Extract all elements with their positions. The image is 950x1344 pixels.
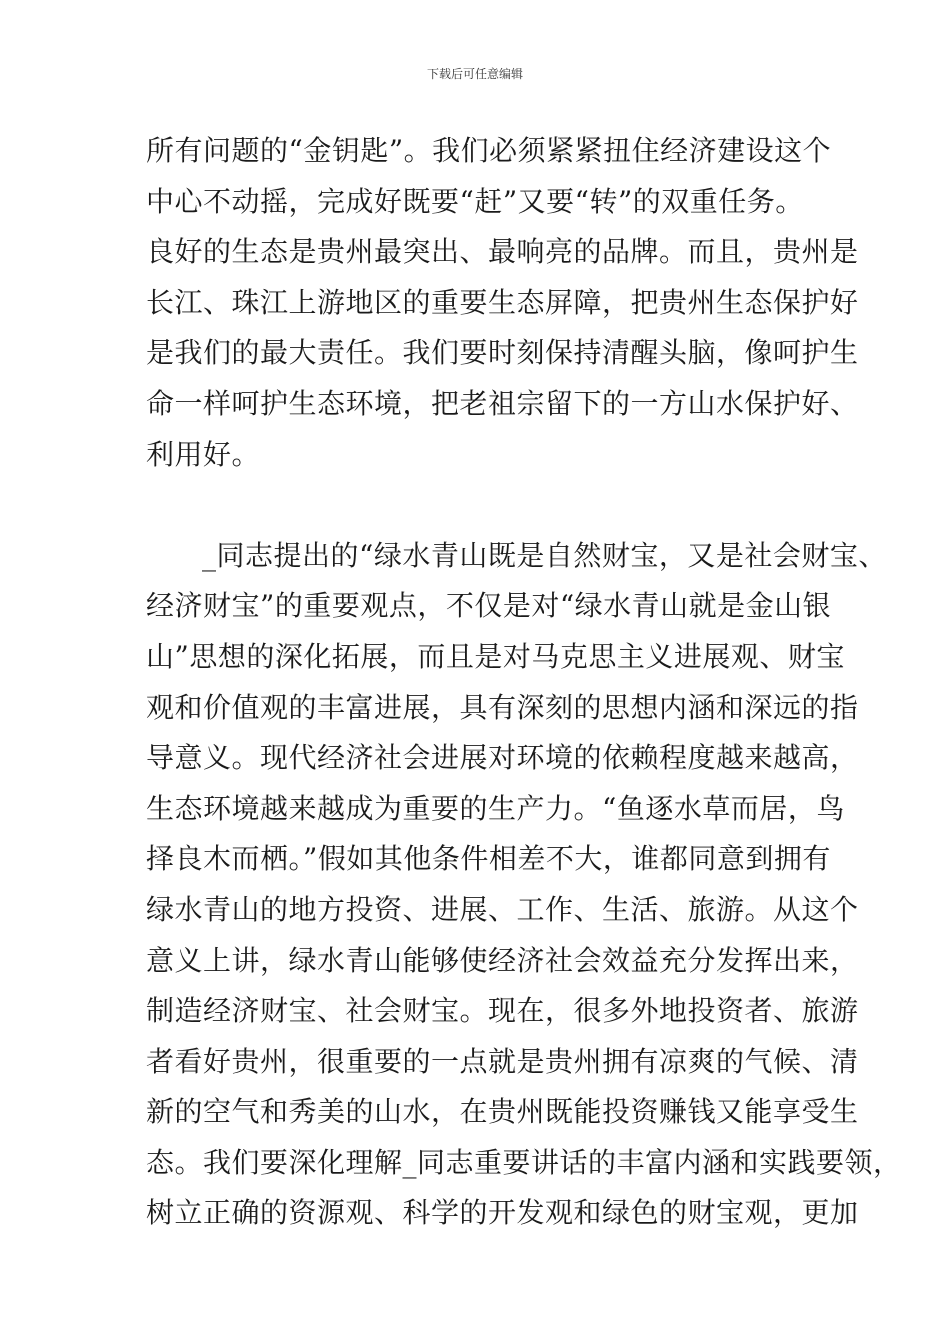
paragraph-line: _同志提出的“绿水青山既是自然财宝，又是社会财宝、: [202, 538, 887, 572]
paragraph-line: 导意义。现代经济社会进展对环境的依赖程度越来越高，: [146, 741, 859, 775]
document-body: [146, 126, 902, 1239]
paragraph-line: 长江、珠江上游地区的重要生态屏障，把贵州生态保护好: [146, 285, 859, 319]
paragraph-line: 树立正确的资源观、科学的开发观和绿色的财宝观，更加: [146, 1196, 859, 1230]
paragraph-line: 择良木而栖。”假如其他条件相差不大，谁都同意到拥有: [146, 842, 831, 876]
paragraph-line: 制造经济财宝、社会财宝。现在，很多外地投资者、旅游: [146, 994, 859, 1028]
paragraph-line: 绿水青山的地方投资、进展、工作、生活、旅游。从这个: [146, 892, 859, 926]
paragraph-line: 观和价值观的丰富进展，具有深刻的思想内涵和深远的指: [146, 690, 859, 724]
paragraph-line: 态。我们要深化理解_同志重要讲话的丰富内涵和实践要领，: [146, 1145, 902, 1179]
paragraph-line: 良好的生态是贵州最突出、最响亮的品牌。而且，贵州是: [146, 235, 859, 269]
paragraph-line: 新的空气和秀美的山水，在贵州既能投资赚钱又能享受生: [146, 1095, 859, 1129]
page-header: 下载后可任意编辑: [426, 67, 523, 81]
paragraph-1: [146, 126, 859, 480]
paragraph-line: 是我们的最大责任。我们要时刻保持清醒头脑，像呵护生: [146, 336, 859, 370]
paragraph-line: 意义上讲，绿水青山能够使经济社会效益充分发挥出来，: [146, 943, 859, 977]
paragraph-spacer: [146, 480, 826, 531]
paragraph-line: 所有问题的“金钥匙”。我们必须紧紧扭住经济建设这个: [146, 134, 832, 167]
paragraph-line: 生态环境越来越成为重要的生产力。“鱼逐水草而居，鸟: [146, 791, 845, 825]
paragraph-line: 中心不动摇，完成好既要“赶”又要“转”的双重任务。: [146, 184, 804, 218]
paragraph-line: 山”思想的深化拓展，而且是对马克思主义进展观、财宝: [146, 639, 845, 673]
paragraph-line: 命一样呵护生态环境，把老祖宗留下的一方山水保护好、: [146, 386, 859, 420]
paragraph-line: 利用好。: [146, 437, 261, 471]
paragraph-2: [146, 531, 902, 1239]
paragraph-line: 者看好贵州，很重要的一点就是贵州拥有凉爽的气候、清: [146, 1044, 859, 1078]
paragraph-line: 经济财宝”的重要观点，不仅是对“绿水青山就是金山银: [146, 589, 832, 623]
